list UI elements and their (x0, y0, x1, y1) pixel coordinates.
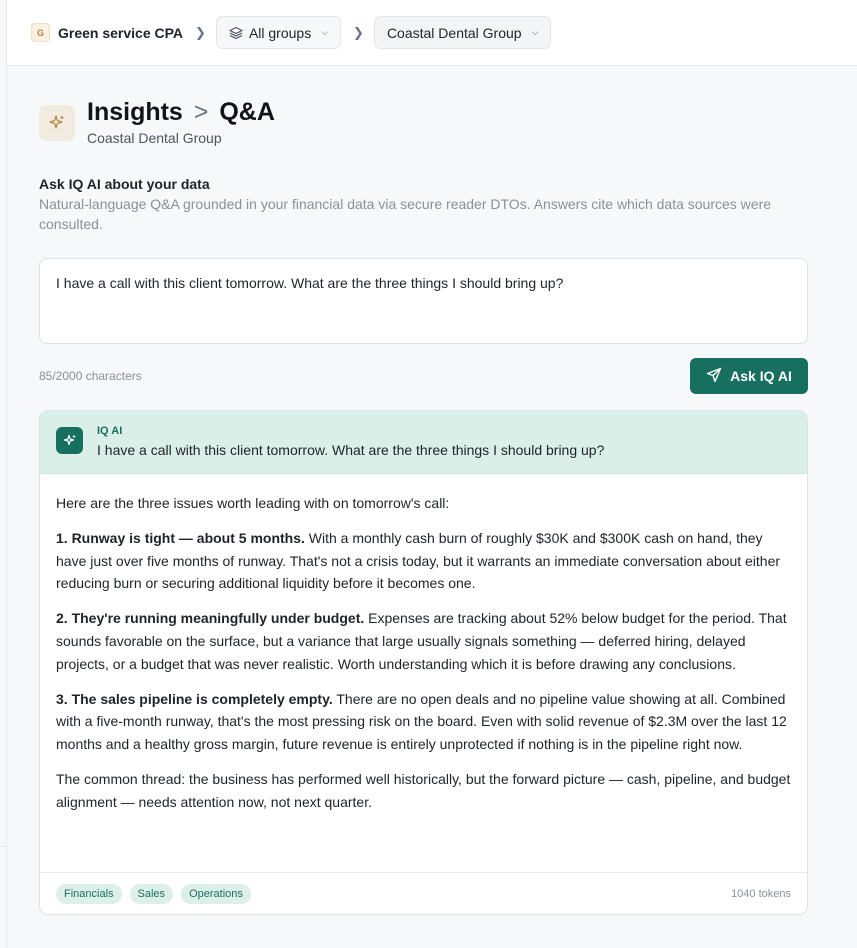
answer-point-heading: 2. They're running meaningfully under budget. (56, 610, 365, 627)
chevron-down-icon: ⌵ (321, 27, 329, 37)
page-title (87, 96, 275, 128)
client-dropdown[interactable] (374, 16, 551, 49)
ask-iq-ai-button-label: Ask IQ AI (730, 368, 792, 384)
page-header (39, 96, 275, 146)
answer-point-heading: 1. Runway is tight — about 5 months. (56, 529, 305, 546)
left-rail-divider (6, 0, 7, 948)
ask-section-header (39, 176, 809, 234)
ask-section-title: Ask IQ AI about your data (39, 176, 210, 192)
answer-body (40, 474, 807, 814)
org-name[interactable]: Green service CPA (58, 24, 184, 41)
ai-label: IQ AI (97, 425, 123, 437)
chevron-down-icon: ⌵ (531, 27, 539, 37)
char-counter: 85/2000 characters (39, 369, 142, 383)
chevron-right-icon: ❯ (195, 24, 206, 40)
top-bar (7, 0, 857, 66)
answer-point (56, 688, 791, 756)
answer-header (40, 411, 807, 474)
groups-dropdown[interactable] (216, 16, 341, 49)
groups-dropdown-label: All groups (248, 24, 312, 41)
page-title-main: Insights (87, 98, 183, 126)
answer-point-text: There are no open deals and no pipeline value showing at all. Combined with a five-month runway, that's the most pressing risk on the board. Even with solid revenue of $2.3M over the last 12 months and a healthy gross margin, future revenue is entirely unprotected if nothing is in the pipeline right now. (56, 690, 787, 753)
chevron-right-icon: ❯ (353, 24, 364, 40)
answer-point-text: With a monthly cash burn of roughly $30K and $300K cash on hand, they have just over five months of runway. That's not a crisis today, but it warrants an immediate conversation about either reducing burn or securing additional liquidity before it becomes one. (56, 529, 781, 592)
answer-point (56, 607, 791, 675)
answer-point (56, 527, 791, 595)
answer-question: I have a call with this client tomorrow. What are the three things I should bring up? (97, 442, 605, 458)
org-switcher[interactable] (31, 23, 183, 42)
answer-point-text: Expenses are tracking about 52% below budget for the period. That sounds favorable on the surface, but a variance that large usually signals something — deferred hiring, delayed projects, or a budget that was never realistic. Worth understanding which it is before drawing any conclusions. (56, 610, 787, 672)
layers-icon (229, 26, 243, 40)
answer-card (39, 410, 808, 915)
page-title-separator: > (193, 98, 209, 126)
left-rail-tick (0, 846, 6, 847)
source-tag-sales[interactable]: Sales (130, 884, 174, 904)
client-dropdown-label: Coastal Dental Group (386, 24, 522, 41)
answer-closing: The common thread: the business has performed well historically, but the forward picture — cash, pipeline, and budget alignment — needs attention now, not next quarter. (56, 770, 791, 810)
sparkles-icon (39, 105, 75, 141)
ask-section-description: Natural-language Q&A grounded in your financial data via secure reader DTOs. Answers cite which data sources were consulted. (39, 196, 772, 232)
send-icon (706, 367, 722, 386)
page-subtitle: Coastal Dental Group (87, 130, 222, 146)
org-badge: G (31, 23, 50, 42)
answer-point-heading: 3. The sales pipeline is completely empty. (56, 690, 333, 707)
answer-intro: Here are the three issues worth leading with on tomorrow's call: (56, 495, 450, 511)
ask-iq-ai-button[interactable] (690, 358, 808, 394)
source-tag-operations[interactable]: Operations (181, 884, 251, 904)
question-input[interactable]: I have a call with this client tomorrow. What are the three things I should bring up? (39, 258, 808, 344)
page-title-sub: Q&A (219, 98, 275, 126)
answer-footer (40, 872, 807, 914)
source-tag-financials[interactable]: Financials (56, 884, 122, 904)
token-count: 1040 tokens (731, 887, 791, 900)
ai-sparkles-icon (56, 427, 83, 454)
